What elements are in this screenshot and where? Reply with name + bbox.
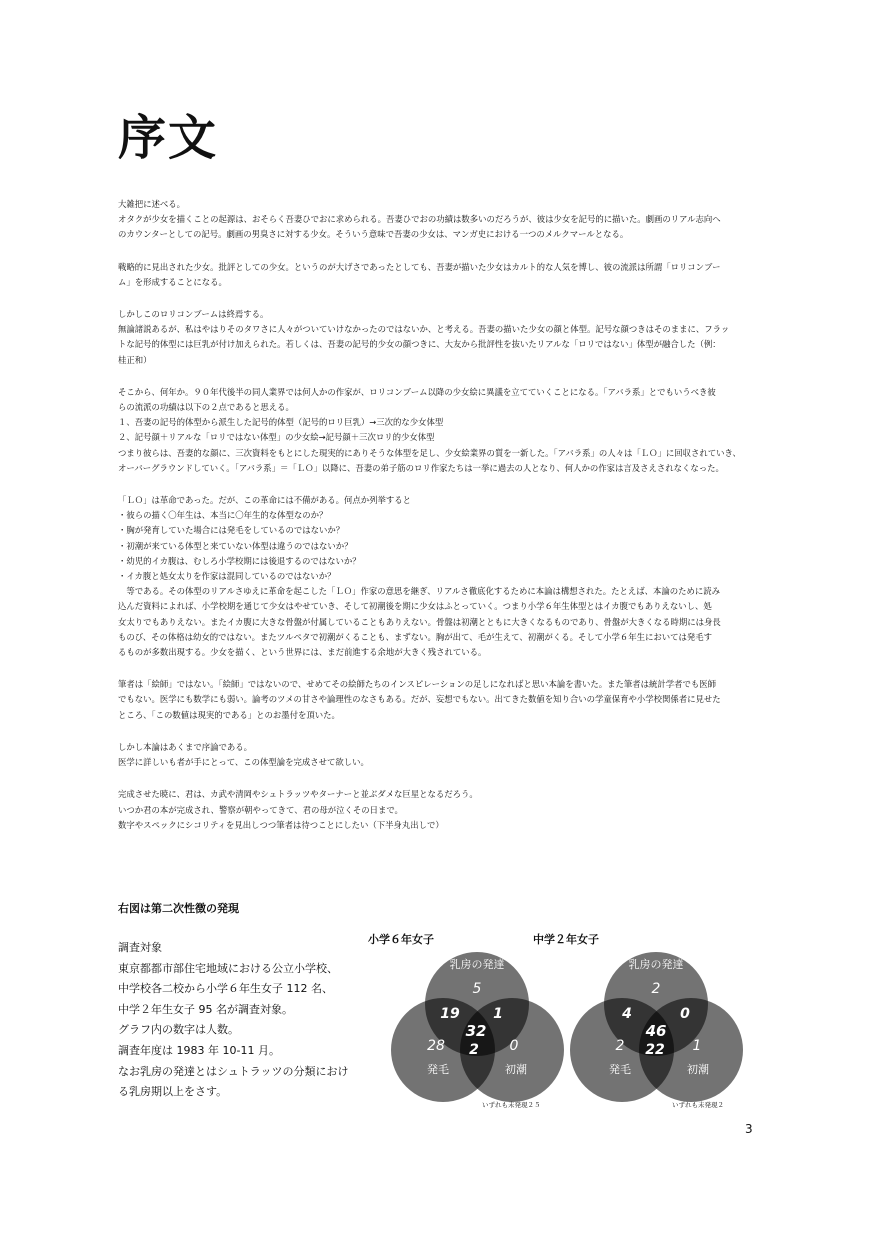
- text-line: 桂正和）: [118, 354, 152, 365]
- venn-count-menarche-only: 0: [509, 1038, 519, 1054]
- text-line: 等である。その体型のリアルさゆえに革命を起こした「ＬＯ」作家の意思を継ぎ、リアルさ徹底化するために本論は構想された。たとえば、本論のために読み: [118, 586, 720, 597]
- venn-title-elementary: 小学６年女子: [368, 933, 434, 946]
- page-title: 序文: [118, 110, 219, 166]
- venn-count-breast-only: 2: [651, 981, 661, 997]
- text-line: オタクが少女を描くことの起源は、おそらく吾妻ひでおに求められる。吾妻ひでおの功績は数多いのだろうが、彼は少女を記号的に描いた。劇画のリアル志向へ: [118, 214, 721, 225]
- text-line: ものび、その体格は幼女的ではない。またツルペタで初潮がくることも、まずない。胸が出て、毛が生えて、初潮がくる。そして小学６年生においては発毛す: [118, 631, 712, 642]
- text-line: 戦略的に見出された少女。批評としての少女。というのが大げさであったとしても、吾妻が描いた少女はカルト的な人気を博し、彼の流派は所謂「ロリコンブー: [118, 261, 721, 272]
- venn-count-hair-menarche: 2: [469, 1042, 479, 1058]
- paragraph: [118, 197, 758, 243]
- survey-line: 東京都都市部住宅地域における公立小学校、: [118, 961, 338, 975]
- venn-count-breast-hair: 4: [622, 1006, 632, 1022]
- venn-note-elementary: いずれも未発現２５: [482, 1101, 541, 1109]
- venn-label-hair: 発毛: [427, 1063, 449, 1076]
- text-line: しかしこのロリコンブームは終焉する。: [118, 309, 269, 320]
- survey-line: る乳房期以上をさす。: [118, 1085, 228, 1099]
- paragraph: [118, 787, 758, 833]
- venn-count-all: 46: [645, 1022, 667, 1040]
- text-line: いつか君の本が完成され、警察が朝やってきて、君の母が泣くその日まで。: [118, 804, 403, 815]
- survey-description: [118, 938, 378, 1103]
- text-line: つまり彼らは、吾妻的な顔に、三次資料をもとにした現実的にありそうな体型を足し、少女絵業界の質を一新した。「アバラ系」の人々は「ＬＯ」に回収されていき、: [118, 447, 741, 458]
- text-line: ところ、「この数値は現実的である」とのお墨付を頂いた。: [118, 709, 340, 720]
- text-line: しかし本論はあくまで序論である。: [118, 741, 252, 752]
- venn-label-menarche: 初潮: [687, 1063, 709, 1076]
- venn-label-breast: 乳房の発達: [628, 958, 684, 971]
- venn-count-breast-menarche: 1: [493, 1006, 503, 1022]
- venn-diagram-elementary: [388, 945, 568, 1105]
- text-line: ム」を形成することになる。: [118, 276, 227, 287]
- paragraph: [118, 307, 758, 368]
- text-line: ・幼児的イカ腹は、むしろ小学校期には後退するのではないか？: [118, 555, 361, 566]
- survey-line: 中学２年生女子 95 名が調査対象。: [118, 1002, 293, 1016]
- paragraph: [118, 677, 758, 723]
- text-line: 医学に詳しいも者が手にとって、この体型論を完成させて欲しい。: [118, 757, 369, 768]
- venn-label-hair: 発毛: [609, 1063, 631, 1076]
- text-line: 「ＬＯ」は革命であった。だが、この革命には不備がある。何点か列挙すると: [118, 495, 412, 506]
- text-line: るものが多数出現する。少女を描く、という世界には、まだ前進する余地が大きく残されている。: [118, 647, 487, 658]
- text-line: ・イカ腹と処女太りを作家は混同しているのではないか？: [118, 571, 336, 582]
- figure-heading: 右図は第二次性徴の発現: [118, 902, 239, 915]
- venn-count-all: 32: [465, 1022, 487, 1040]
- text-line: 筆者は「絵師」ではない。「絵師」ではないので、せめてその絵師たちのインスピレーションの足しになればと思い本論を書いた。また筆者は統計学者でも医師: [118, 679, 717, 690]
- survey-line: 調査年度は 1983 年 10-11 月。: [118, 1043, 280, 1057]
- text-line: ・胸が発育していた場合には発毛をしているのではないか？: [118, 525, 345, 536]
- paragraph: [118, 740, 758, 770]
- text-line: ２、記号顔＋リアルな「ロリではない体型」の少女絵→記号顔＋三次ロリ的少女体型: [118, 432, 435, 443]
- survey-line: 中学校各二校から小学６年生女子 112 名、: [118, 982, 333, 996]
- venn-count-breast-menarche: 0: [680, 1006, 690, 1022]
- text-line: 数字やスペックにシコリティを見出しつつ筆者は待つことにしたい（下半身丸出しで）: [118, 819, 444, 830]
- paragraph: [118, 493, 758, 660]
- venn-count-hair-menarche: 22: [645, 1042, 665, 1058]
- venn-count-breast-hair: 19: [440, 1006, 460, 1022]
- survey-line: なお乳房の発達とはシュトラッツの分類におけ: [118, 1064, 349, 1078]
- text-line: らの流派の功績は以下の２点であると思える。: [118, 402, 294, 413]
- text-line: そこから、何年か。９０年代後半の同人業界では何人かの作家が、ロリコンブーム以降の少女絵に異議を立てていくことになる。「アバラ系」とでもいうべき彼: [118, 386, 716, 397]
- venn-note-junior-high: いずれも未発現２: [672, 1101, 724, 1109]
- text-line: ・初潮が来ている体型と来ていない体型は違うのではないか？: [118, 540, 353, 551]
- survey-line: 調査対象: [118, 941, 162, 954]
- text-line: 無論諸説あるが、私はやはりそのタワさに人々がついていけなかったのではないか、と考える。吾妻の描いた少女の顔と体型。記号な顔つきはそのままに、フラッ: [118, 324, 730, 335]
- venn-count-breast-only: 5: [472, 981, 482, 997]
- venn-diagram-junior-high: [567, 945, 747, 1105]
- paragraph: [118, 385, 758, 476]
- text-line: でもない。医学にも数学にも弱い。論考のツメの甘さや論理性のなさもある。だが、妄想でもない。出てきた数値を知り合いの学童保育や小学校関係者に見せた: [118, 694, 721, 705]
- venn-count-hair-only: 28: [427, 1038, 445, 1054]
- text-line: 完成させた暁に、君は、カ武や清岡やシュトラッツやターナーと並ぶダメな巨星となるだろう。: [118, 789, 478, 800]
- text-line: 込んだ資料によれば、小学校期を通じて少女はやせていき、そして初潮後を期に少女はふとっていく。つまり小学６年生体型とはイカ腹でもありえないし、処: [118, 601, 712, 612]
- venn-label-menarche: 初潮: [505, 1063, 527, 1076]
- body-text: [118, 197, 758, 850]
- text-line: オーバーグラウンドしていく。「アバラ系」＝「ＬＯ」以降に、吾妻の弟子筋のロリ作家たちは一挙に過去の人となり、何人かの作家は言及さえされなくなった。: [118, 462, 724, 473]
- paragraph: [118, 260, 758, 290]
- text-line: １、吾妻の記号的体型から派生した記号的体型（記号的ロリ巨乳）→三次的な少女体型: [118, 417, 444, 428]
- venn-count-menarche-only: 1: [692, 1038, 702, 1054]
- venn-title-junior-high: 中学２年女子: [533, 933, 599, 946]
- text-line: 大雑把に述べる。: [118, 199, 185, 209]
- venn-label-breast: 乳房の発達: [449, 958, 505, 971]
- text-line: ・彼らの描く〇年生は、本当に〇年生的な体型なのか？: [118, 510, 328, 521]
- text-line: トな記号的体型には巨乳が付け加えられた。若しくは、吾妻の記号的少女の顔つきに、大友から批評性を抜いたリアルな「ロリではない」体型が融合した（例：: [118, 339, 721, 350]
- text-line: 女太りでもありえない。またイカ腹に大きな骨盤が付属していることもありえない。骨盤は初潮とともに大きくなるものであり、骨盤が大きくなる時期には身長: [118, 616, 721, 627]
- survey-line: グラフ内の数字は人数。: [118, 1023, 239, 1037]
- text-line: のカウンターとしての記号。劇画の男臭さに対する少女。そういう意味で吾妻の少女は、マンガ史における一つのメルクマールとなる。: [118, 229, 629, 240]
- venn-count-hair-only: 2: [615, 1038, 625, 1054]
- page-number: 3: [745, 1122, 753, 1136]
